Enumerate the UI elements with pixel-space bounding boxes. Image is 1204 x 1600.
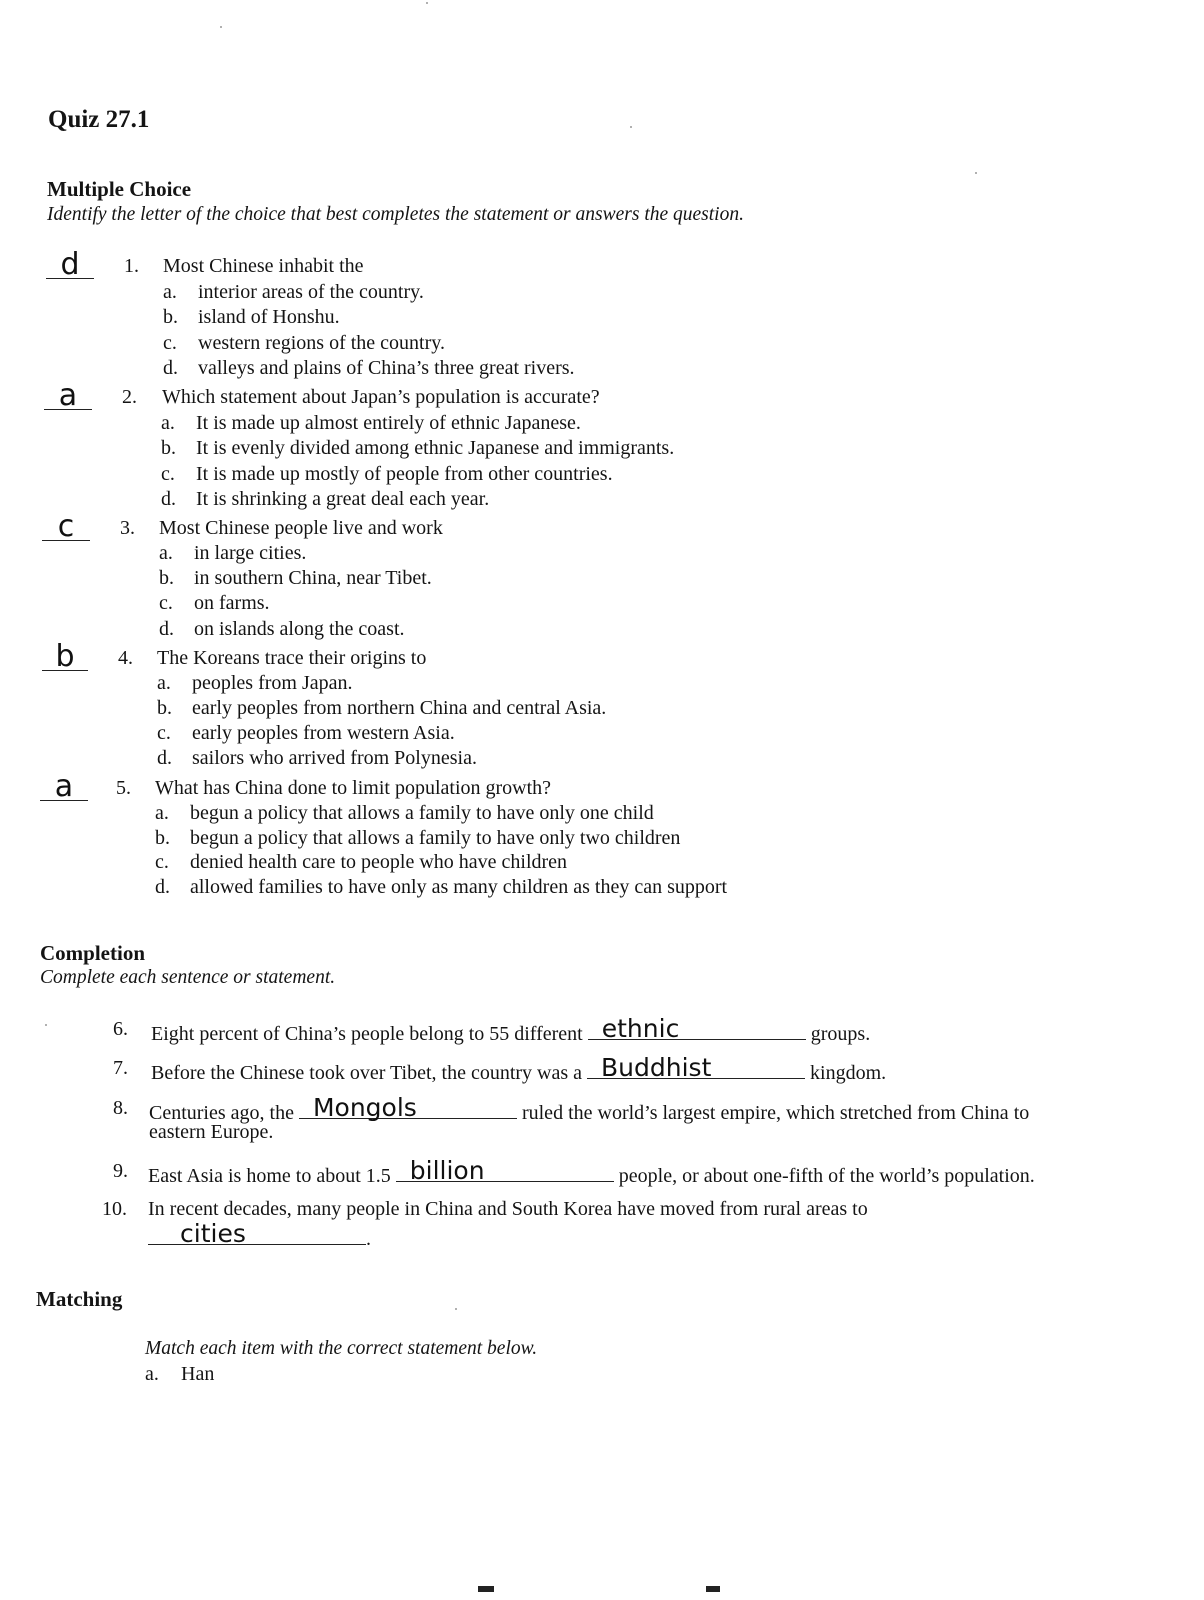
question-number: 8. — [113, 1097, 128, 1119]
option-letter: d. — [157, 747, 172, 769]
scan-speck — [220, 26, 222, 28]
question-number: 2. — [122, 386, 137, 408]
option-letter: c. — [163, 332, 177, 354]
completion-heading: Completion — [40, 941, 145, 965]
matching-instructions: Match each item with the correct statement below. — [145, 1338, 538, 1359]
completion-sentence: Centuries ago, the Mongols ruled the world’s largest empire, which stretched from China to — [149, 1093, 1030, 1124]
option-letter: b. — [155, 827, 170, 849]
scan-speck — [45, 1024, 47, 1026]
multiple-choice-heading: Multiple Choice — [47, 177, 192, 201]
matching-item-letter: a. — [145, 1363, 159, 1385]
question-stem: The Koreans trace their origins to — [157, 647, 427, 669]
option-letter: c. — [161, 463, 175, 485]
option-letter: b. — [161, 437, 176, 459]
completion-sentence: Eight percent of China’s people belong to 55 different ethnic groups. — [151, 1014, 871, 1045]
matching-heading: Matching — [36, 1287, 123, 1311]
option-letter: d. — [159, 618, 174, 640]
scan-speck — [426, 2, 428, 4]
question-number: 3. — [120, 517, 135, 539]
handwritten-answer: cities — [180, 1219, 246, 1248]
option-letter: c. — [155, 851, 169, 873]
option-letter: c. — [159, 592, 173, 614]
scan-speck — [455, 1308, 457, 1310]
question-number: 1. — [124, 255, 139, 277]
option-text: in southern China, near Tibet. — [194, 567, 432, 589]
question-stem: Which statement about Japan’s population is accurate? — [162, 386, 600, 408]
option-text: denied health care to people who have children — [190, 851, 568, 873]
question-stem: Most Chinese inhabit the — [163, 255, 364, 277]
option-text: It is shrinking a great deal each year. — [196, 488, 490, 510]
handwritten-answer: ethnic — [601, 1014, 680, 1043]
option-text: sailors who arrived from Polynesia. — [192, 747, 477, 769]
completion-instructions: Complete each sentence or statement. — [40, 967, 336, 988]
completion-sentence: In recent decades, many people in China and South Korea have moved from rural areas to — [148, 1198, 868, 1220]
question-number: 5. — [116, 777, 131, 799]
option-letter: d. — [163, 357, 178, 379]
scan-speck — [630, 126, 632, 128]
handwritten-answer: d — [60, 247, 80, 282]
question-number: 4. — [118, 647, 133, 669]
answer-blank-q2[interactable] — [44, 378, 92, 413]
completion-sentence: Before the Chinese took over Tibet, the country was a Buddhist kingdom. — [151, 1053, 887, 1084]
option-text: in large cities. — [194, 542, 307, 564]
question-number: 10. — [102, 1198, 127, 1220]
question-number: 9. — [113, 1160, 128, 1182]
question-number: 7. — [113, 1057, 128, 1079]
option-text: early peoples from northern China and central Asia. — [192, 697, 607, 719]
question-number: 6. — [113, 1018, 128, 1040]
option-letter: d. — [161, 488, 176, 510]
completion-continuation: eastern Europe. — [149, 1121, 274, 1143]
option-letter: a. — [155, 802, 169, 824]
handwritten-answer: b — [55, 639, 75, 674]
option-text: It is made up almost entirely of ethnic Japanese. — [196, 412, 581, 434]
option-text: It is made up mostly of people from other countries. — [196, 463, 613, 485]
option-text: on islands along the coast. — [194, 618, 405, 640]
option-text: western regions of the country. — [198, 332, 445, 354]
fill-blank-q6[interactable] — [588, 1014, 806, 1043]
handwritten-answer: c — [57, 509, 75, 544]
option-letter: c. — [157, 722, 171, 744]
multiple-choice-instructions: Identify the letter of the choice that best completes the statement or answers the question. — [47, 204, 744, 225]
handwritten-answer: Mongols — [312, 1093, 417, 1122]
fill-blank-q9[interactable] — [396, 1156, 614, 1185]
option-letter: a. — [161, 412, 175, 434]
handwritten-answer: a — [54, 769, 74, 804]
option-letter: b. — [157, 697, 172, 719]
option-text: allowed families to have only as many children as they can support — [190, 876, 728, 898]
answer-blank-q3[interactable] — [42, 509, 90, 544]
scan-speck — [975, 172, 977, 174]
option-letter: a. — [163, 281, 177, 303]
scan-mark — [478, 1586, 494, 1592]
option-text: begun a policy that allows a family to have only two children — [190, 827, 681, 849]
option-text: early peoples from western Asia. — [192, 722, 455, 744]
option-letter: b. — [163, 306, 178, 328]
option-text: on farms. — [194, 592, 270, 614]
answer-blank-q1[interactable] — [46, 247, 94, 282]
fill-blank-q7[interactable] — [587, 1053, 805, 1082]
matching-item-text: Han — [181, 1363, 215, 1385]
option-text: It is evenly divided among ethnic Japanese and immigrants. — [196, 437, 675, 459]
quiz-title: Quiz 27.1 — [48, 106, 150, 133]
question-stem: Most Chinese people live and work — [159, 517, 443, 539]
completion-sentence: East Asia is home to about 1.5 billion people, or about one-fifth of the world’s population. — [148, 1156, 1035, 1187]
answer-blank-q5[interactable] — [40, 769, 88, 804]
question-stem: What has China done to limit population growth? — [155, 777, 552, 799]
option-letter: a. — [159, 542, 173, 564]
option-letter: a. — [157, 672, 171, 694]
option-text: peoples from Japan. — [192, 672, 353, 694]
option-text: island of Honshu. — [198, 306, 340, 328]
fill-blank-q10[interactable] — [148, 1219, 366, 1248]
option-letter: b. — [159, 567, 174, 589]
answer-blank-q4[interactable] — [42, 639, 88, 674]
option-text: begun a policy that allows a family to have only one child — [190, 802, 654, 824]
handwritten-answer: billion — [409, 1156, 485, 1185]
handwritten-answer: a — [58, 378, 78, 413]
option-text: valleys and plains of China’s three great rivers. — [198, 357, 575, 379]
completion-continuation: cities . — [148, 1222, 371, 1251]
option-text: interior areas of the country. — [198, 281, 424, 303]
scan-mark — [706, 1586, 720, 1592]
option-letter: d. — [155, 876, 170, 898]
handwritten-answer: Buddhist — [601, 1053, 712, 1082]
fill-blank-q8[interactable] — [299, 1093, 517, 1122]
